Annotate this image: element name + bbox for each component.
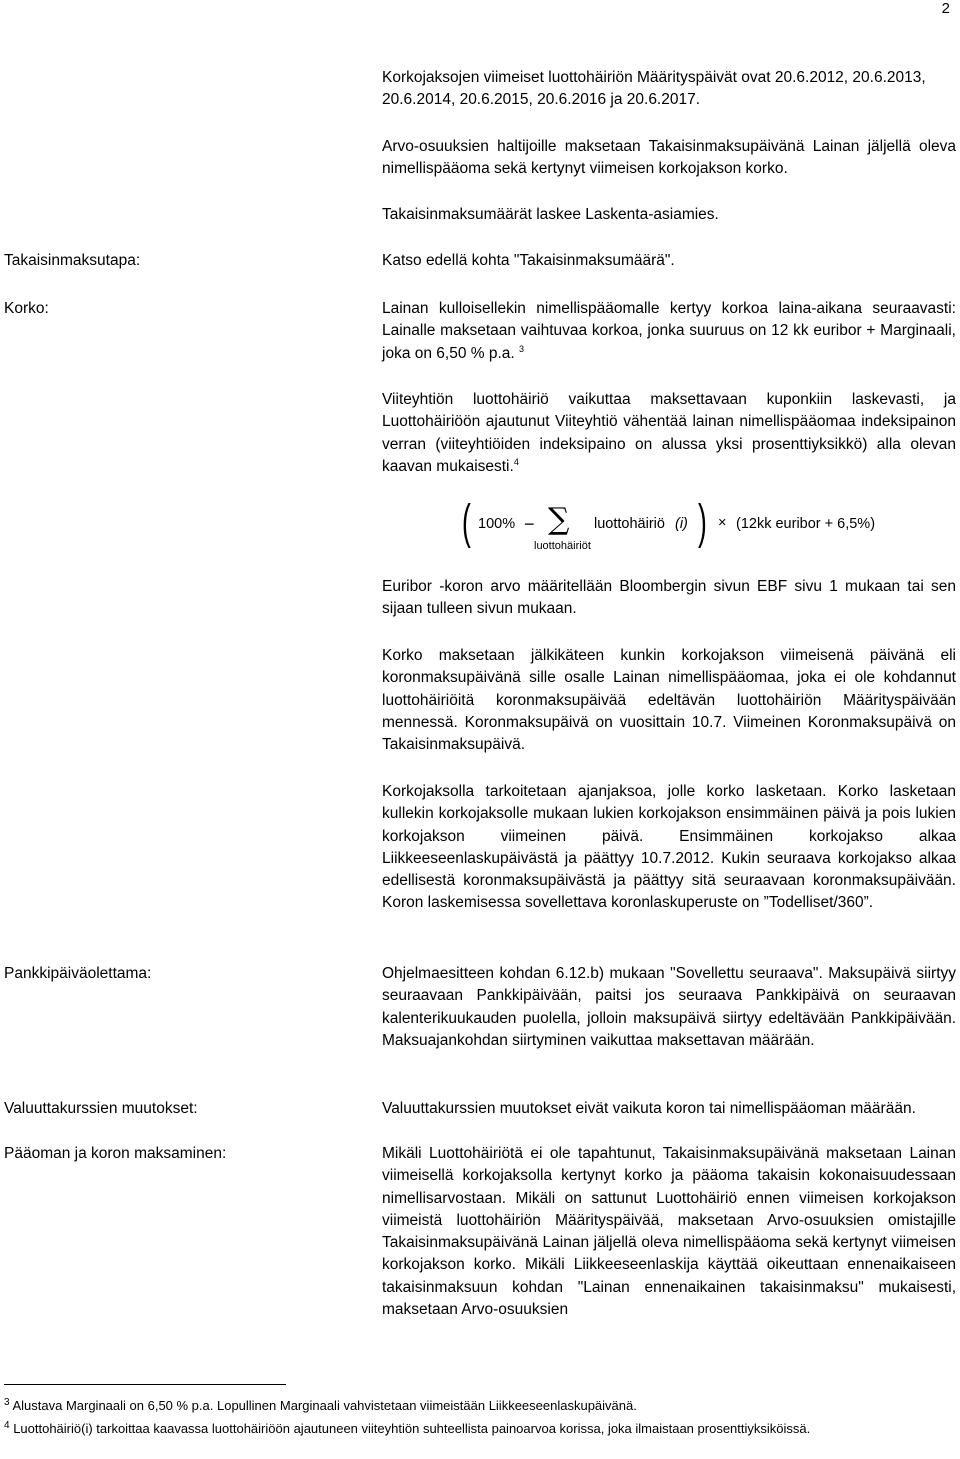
paragraph-takaisinmaksu: Arvo-osuuksien haltijoille maksetaan Takaisinmaksupäivänä Lainan jäljellä oleva nimellispääoma sekä kertynyt viimeisen korkojakson korko. [382, 138, 956, 178]
formula-minus: − [524, 514, 535, 534]
formula-percent: 100% [478, 516, 516, 532]
label-pankkipaivaolettama: Pankkipäiväolettama: [4, 965, 152, 982]
formula-term-arg: (i) [675, 516, 688, 532]
label-paaoman-ja-koron-maksaminen: Pääoman ja koron maksaminen: [4, 1145, 227, 1162]
paragraph-euribor: Euribor -koron arvo määritellään Bloombergin sivun EBF sivu 1 mukaan tai sen sijaan tulleen sivun mukaan. [382, 578, 956, 618]
label-takaisinmaksutapa: Takaisinmaksutapa: [4, 252, 141, 269]
paragraph-paaoma-korko: Mikäli Luottohäiriötä ei ole tapahtunut, Takaisinmaksupäivänä maksetaan Lainan viimeisellä korkojaksolla kertynyt korko ja pääoma takaisin kokonaisuudessaan nimellisarvostaan. Mikäli on sattunut Luottohäiriö ennen viimeisen korkojakson viimeistä luottohäiriön Määrityspäivää, maksetaan Arvo-osuuksien omistajille Takaisinmaksupäivänä Lainan jäljellä oleva nimellispääoma sekä kertynyt viimeisen korkojakson korko. Mikäli Liikkeeseenlaskija käyttää oikeuttaan ennenaikaiseen takaisinmaksuun kohdan "Lainan ennenaikainen takaisinmaksu" mukaisesti, maksetaan Arvo-osuuksien [382, 1145, 956, 1319]
paragraph-laskenta-asiamies: Takaisinmaksumäärät laskee Laskenta-asiamies. [382, 206, 719, 223]
formula-sum-index: luottohäiriöt [534, 540, 591, 552]
paragraph-korko: Lainan kulloisellekin nimellispääomalle kertyy korkoa laina-aikana seuraavasti: Lainalle maksetaan vaihtuvaa korkoa, jonka suuruus on 12 kk euribor + Marginaali, joka on 6,50 % p.a. $^3$ [382, 300, 956, 362]
paragraph-luottohairio: Viiteyhtiön luottohäiriö vaikuttaa maksettavaan kuponkiin laskevasti, ja Luottohäiriöön ajautunut Viiteyhtiö vähentää lainan nimellispääomaa indeksipainon verran (viiteyhtiöiden indeksipaino on alussa yksi prosenttiyksikkö) alla olevan kaavan mukaisesti.$^4$ [382, 391, 956, 475]
footnote-ref-3: 3 [519, 343, 525, 354]
formula-times: × [718, 515, 727, 531]
interest-formula [462, 498, 942, 558]
page-number: 2 [941, 0, 950, 17]
formula-rate: (12kk euribor + 6,5%) [736, 516, 876, 532]
paragraph-pankkipaiva: Ohjelmaesitteen kohdan 6.12.b) mukaan "Sovellettu seuraava". Maksupäivä siirtyy seuraavaan Pankkipäivään, paitsi jos seuraava Pankkipäivä on seuraavan kalenterikuukauden puolella, jolloin maksupäivä siirtyy edeltävään Pankkipäivään. Maksuajankohdan siirtyminen vaikuttaa maksettavan määrään. [382, 965, 956, 1049]
label-korko: Korko: [4, 300, 49, 317]
label-valuuttakurssien-muutokset: Valuuttakurssien muutokset: [4, 1100, 198, 1117]
footnote-3: $^3$ Alustava Marginaali on 6,50 % p.a. Lopullinen Marginaali vahvistetaan viimeistään Liikkeeseenlaskupäivänä. [4, 1397, 637, 1413]
paragraph-katso-edella: Katso edellä kohta "Takaisinmaksumäärä". [382, 252, 675, 269]
paragraph-valuuttakurssit: Valuuttakurssien muutokset eivät vaikuta koron tai nimellispääoman määrään. [382, 1100, 916, 1117]
formula-term: luottohäiriö [594, 516, 665, 532]
formula-open-paren: ( [462, 496, 471, 549]
footnote-ref-4: 4 [513, 456, 519, 467]
formula-close-paren: ) [698, 496, 707, 549]
footnote-4: $^4$ Luottohäiriö(i) tarkoittaa kaavassa luottohäiriöön ajautuneen viiteyhtiön suhteellista painoarvoa korissa, joka ilmaistaan prosenttiyksiköissä. [4, 1420, 811, 1436]
footnote-divider [4, 1384, 286, 1385]
paragraph-maaritysspaivat: Korkojaksojen viimeiset luottohäiriön Määrityspäivät ovat 20.6.2012, 20.6.2013, 20.6.2014, 20.6.2015, 20.6.2016 ja 20.6.2017. [382, 69, 926, 109]
paragraph-korkojakso: Korkojaksolla tarkoitetaan ajanjaksoa, jolle korko lasketaan. Korko lasketaan kullekin korkojaksolle mukaan lukien korkojakson ensimmäinen päivä ja pois lukien korkojakson viimeinen päivä. Ensimmäinen korkojakso alkaa Liikkeeseenlaskupäivästä ja päättyy 10.7.2012. Kukin seuraava korkojakso alkaa edellisestä koronmaksupäivästä ja päättyy sitä seuraavaan koronmaksupäivään. Koron laskemisessa sovellettava koronlaskuperuste on ”Todelliset/360”. [382, 783, 956, 912]
formula-sigma: ∑ [548, 502, 570, 537]
paragraph-koron-maksu: Korko maksetaan jälkikäteen kunkin korkojakson viimeisenä päivänä eli koronmaksupäivänä sille osalle Lainan nimellispääomaa, joka ei ole kohdannut luottohäiriöitä koronmaksupäivää edeltävän luottohäiriön Määrityspäivään mennessä. Koronmaksupäivä on vuosittain 10.7. Viimeinen Koronmaksupäivä on Takaisinmaksupäivä. [382, 647, 956, 754]
